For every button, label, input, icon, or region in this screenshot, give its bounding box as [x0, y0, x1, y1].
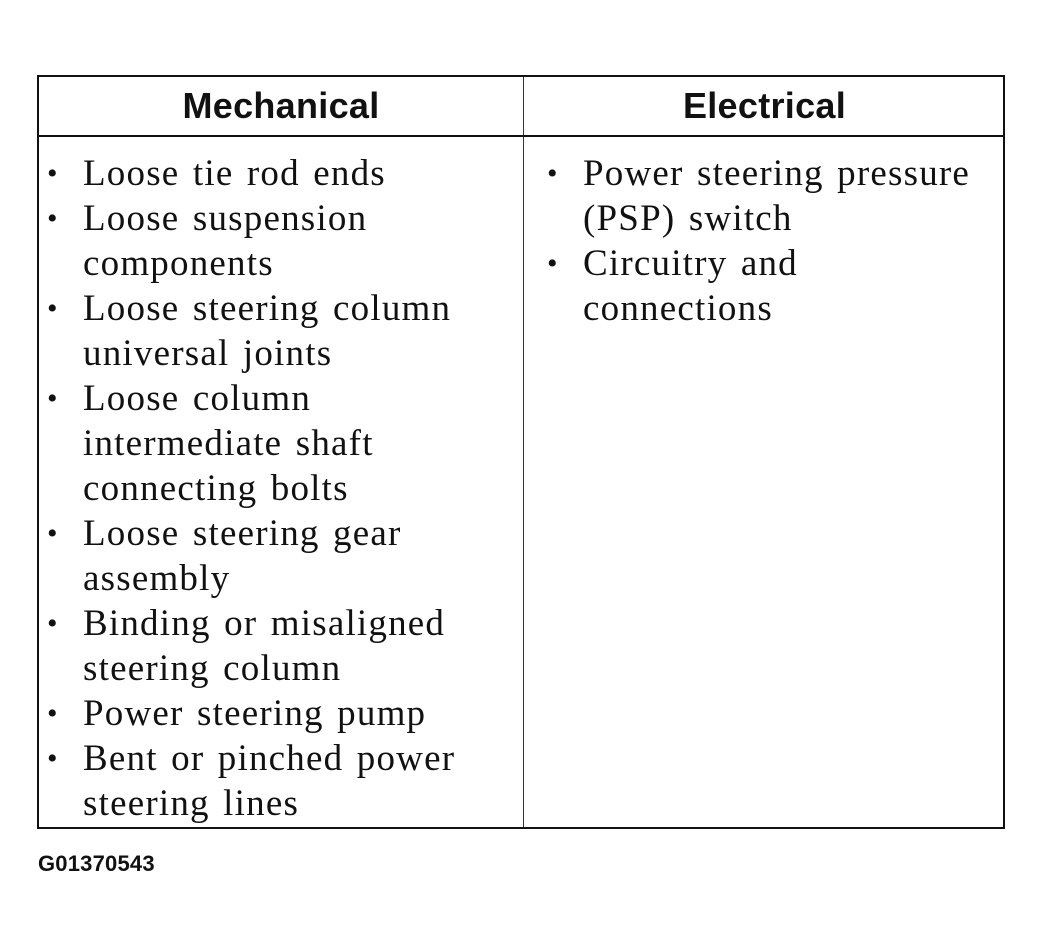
column-divider — [523, 77, 524, 827]
item-text: Power steering pump — [83, 693, 427, 734]
list-item — [47, 376, 517, 511]
table-header-row — [39, 77, 1003, 137]
item-text: Binding or misaligned steering column — [83, 603, 446, 689]
bullet-icon: • — [47, 202, 58, 235]
bullet-icon: • — [547, 247, 558, 280]
item-text: Loose steering gear assembly — [83, 513, 402, 599]
cause-table — [37, 75, 1005, 829]
bullet-icon: • — [547, 157, 558, 190]
header-electrical: Electrical — [682, 85, 847, 126]
item-text: Loose suspension components — [83, 198, 368, 284]
bullet-icon: • — [47, 382, 58, 415]
bullet-icon: • — [47, 517, 58, 550]
figure-id: G01370543 — [38, 851, 155, 876]
list-item — [47, 286, 517, 376]
item-text: Bent or pinched power steering lines — [83, 738, 456, 824]
item-text: Loose steering column universal joints — [83, 288, 452, 374]
list-item — [547, 151, 997, 241]
list-item — [47, 511, 517, 601]
list-item — [47, 691, 517, 736]
list-item — [47, 151, 517, 196]
item-text: Loose tie rod ends — [83, 153, 386, 194]
bullet-icon: • — [47, 607, 58, 640]
bullet-icon: • — [47, 157, 58, 190]
list-item — [47, 601, 517, 691]
bullet-icon: • — [47, 697, 58, 730]
bullet-icon: • — [47, 292, 58, 325]
item-text: Loose column intermediate shaft connecting bolts — [83, 378, 374, 509]
header-mechanical: Mechanical — [182, 85, 380, 126]
mechanical-list — [47, 151, 517, 826]
list-item — [547, 241, 997, 331]
list-item — [47, 196, 517, 286]
bullet-icon: • — [47, 742, 58, 775]
item-text: Power steering pressure (PSP) switch — [583, 153, 971, 239]
list-item — [47, 736, 517, 826]
electrical-list — [547, 151, 997, 331]
item-text: Circuitry and connections — [583, 243, 798, 329]
